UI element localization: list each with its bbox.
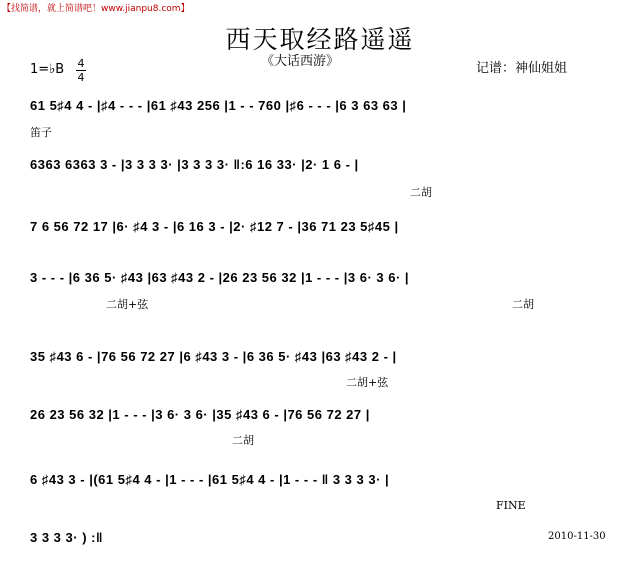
time-signature bbox=[76, 58, 86, 83]
key-signature: 1=♭B bbox=[30, 62, 65, 77]
score-line-1: 61 5♯4 4 - |♯4 - - - |61 ♯43 256 |1 - - 760 |♯6 - - - |6 3 63 63 | bbox=[30, 98, 407, 113]
meter-top: 4 bbox=[77, 57, 85, 70]
score-line-8: 3 3 3 3· ) :‖ bbox=[30, 530, 103, 545]
annotation-erhu-strings-1: 二胡+弦 bbox=[106, 298, 149, 311]
annotation-erhu-3: 二胡 bbox=[232, 434, 254, 447]
annotation-erhu-1: 二胡 bbox=[410, 186, 432, 199]
song-title: 西天取经路遥遥 bbox=[225, 25, 415, 54]
fine-marker: FINE bbox=[496, 499, 526, 512]
annotation-flute: 笛子 bbox=[30, 126, 52, 139]
transcriber-credit: 记谱：神仙姐姐 bbox=[476, 61, 568, 76]
score-line-7: 6 ♯43 3 - |(61 5♯4 4 - |1 - - - |61 5♯4 4 - |1 - - - ‖ 3 3 3 3· | bbox=[30, 472, 390, 487]
score-line-5: 35 ♯43 6 - |76 56 72 27 |6 ♯43 3 - |6 36 5· ♯43 |63 ♯43 2 - | bbox=[30, 349, 397, 364]
annotation-erhu-2: 二胡 bbox=[512, 298, 534, 311]
score-line-2: 6363 6363 3 - |3 3 3 3· |3 3 3 3· ‖:6 16 33· |2· 1 6 - | bbox=[30, 157, 359, 172]
score-line-4: 3 - - - |6 36 5· ♯43 |63 ♯43 2 - |26 23 56 32 |1 - - - |3 6· 3 6· | bbox=[30, 270, 410, 285]
song-source: 《大话西游》 bbox=[260, 54, 339, 69]
annotation-erhu-strings-2: 二胡+弦 bbox=[346, 376, 389, 389]
date-stamp: 2010-11-30 bbox=[548, 531, 606, 542]
meter-bottom: 4 bbox=[77, 71, 85, 84]
site-banner[interactable]: 【找简谱，就上简谱吧！www.jianpu8.com】 bbox=[2, 4, 190, 14]
score-line-3: 7 6 56 72 17 |6· ♯4 3 - |6 16 3 - |2· ♯12 7 - |36 71 23 5♯45 | bbox=[30, 219, 399, 234]
score-line-6: 26 23 56 32 |1 - - - |3 6· 3 6· |35 ♯43 6 - |76 56 72 27 | bbox=[30, 407, 370, 422]
